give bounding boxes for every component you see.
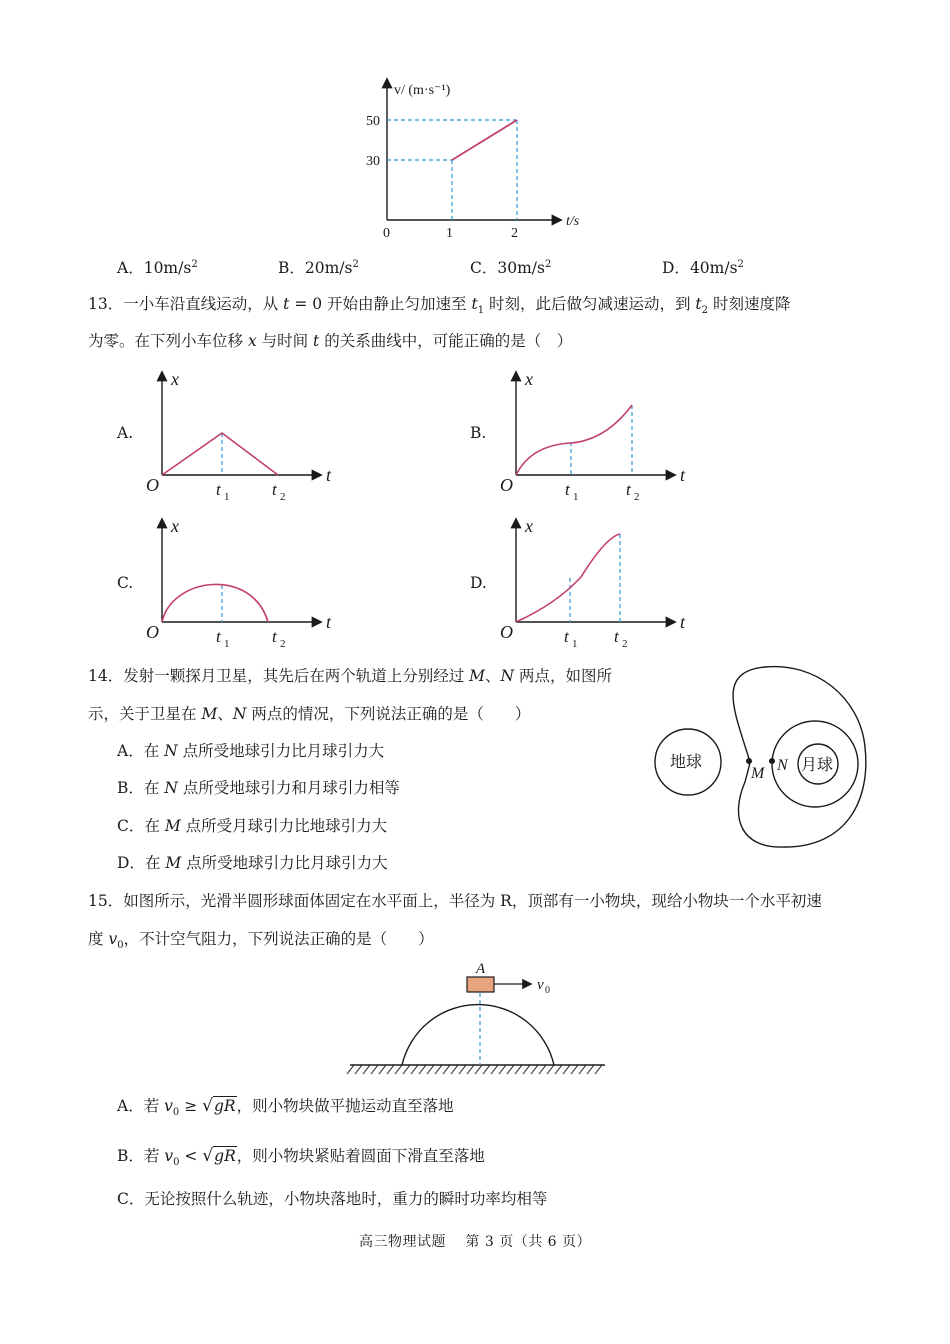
ground-hatch xyxy=(507,1065,514,1074)
x-t-curve xyxy=(162,433,278,475)
x-t-curve xyxy=(162,584,268,622)
origin-label: O xyxy=(500,622,513,642)
q13-label-a: A. xyxy=(117,424,134,442)
q13-graph-b xyxy=(494,365,694,500)
earth-label: 地球 xyxy=(670,754,703,771)
ground-hatch xyxy=(443,1065,450,1074)
t1-label: t xyxy=(564,627,569,646)
ground-hatch xyxy=(595,1065,602,1074)
ground-hatch xyxy=(579,1065,586,1074)
q12-xtick-2: 2 xyxy=(511,226,518,241)
t2-label: t xyxy=(272,627,277,646)
axis-label-x: x xyxy=(525,369,533,389)
t1-label: t xyxy=(216,480,221,499)
ground-hatch xyxy=(419,1065,426,1074)
q14-orbit-diagram xyxy=(645,662,875,852)
ground-hatch xyxy=(555,1065,562,1074)
q14-option-a: A．在 N 点所受地球引力比月球引力大 xyxy=(117,742,385,760)
ground-hatch xyxy=(523,1065,530,1074)
ground-hatch xyxy=(435,1065,442,1074)
origin-label: O xyxy=(146,475,159,495)
x-t-curve xyxy=(516,405,632,475)
q13-graph-d xyxy=(494,512,694,647)
q12-data-line xyxy=(452,120,517,160)
q14-option-c: C．在 M 点所受月球引力比地球引力大 xyxy=(117,817,388,835)
q12-option-d: D．$40m/s^2$ xyxy=(662,258,744,277)
ground-hatch xyxy=(475,1065,482,1074)
ground-hatch xyxy=(459,1065,466,1074)
moon-label: 月球 xyxy=(801,757,834,774)
q13-label-c: C. xyxy=(117,574,134,592)
axis-label-t: t xyxy=(326,465,332,485)
ground-hatch xyxy=(451,1065,458,1074)
t2-label: t xyxy=(614,627,619,646)
q12-option-b: B．$20m/s^2$ xyxy=(278,258,359,277)
q15-hemisphere-diagram xyxy=(340,955,620,1080)
ground-hatch xyxy=(483,1065,490,1074)
page-footer: 高三物理试题 第 3 页（共 6 页） xyxy=(358,1234,592,1250)
t1-subscript: 1 xyxy=(572,638,578,647)
ground-hatch xyxy=(531,1065,538,1074)
ground-hatch xyxy=(363,1065,370,1074)
ground-hatch xyxy=(395,1065,402,1074)
sqrt-sign: √ xyxy=(202,1146,214,1166)
t2-label: t xyxy=(272,480,277,499)
block-label: A xyxy=(476,961,486,977)
ground-hatch xyxy=(467,1065,474,1074)
q13-label-b: B. xyxy=(470,424,487,442)
v0-label: v xyxy=(537,977,544,993)
point-n-label: N xyxy=(777,757,788,774)
origin-label: O xyxy=(500,475,513,495)
origin-label: O xyxy=(146,622,159,642)
q12-ytick-50: 50 xyxy=(366,114,380,129)
t2-subscript: 2 xyxy=(280,638,286,647)
axis-label-t: t xyxy=(326,612,332,632)
q12-option-a: A．$10m/s^2$ xyxy=(117,258,198,277)
t1-label: t xyxy=(216,627,221,646)
axis-label-x: x xyxy=(171,516,179,536)
ground-hatch xyxy=(379,1065,386,1074)
q12-option-c: C．$30m/s^2$ xyxy=(470,258,552,277)
ground-hatch xyxy=(571,1065,578,1074)
q15-option-b: B．若 $v_0 < √gR$，则小物块紧贴着圆面下滑直至落地 xyxy=(117,1146,485,1169)
q14-option-b: B．在 N 点所受地球引力和月球引力相等 xyxy=(117,779,400,797)
q15-stem-line2: 度 $v_0$，不计空气阻力，下列说法正确的是（ ） xyxy=(88,930,434,952)
q14-stem-line2: 示，关于卫星在 M、N 两点的情况，下列说法正确的是（ ） xyxy=(88,705,531,723)
ground-hatch xyxy=(387,1065,394,1074)
ground-hatch xyxy=(355,1065,362,1074)
ground-hatch xyxy=(539,1065,546,1074)
block-a xyxy=(467,977,494,992)
t2-subscript: 2 xyxy=(634,491,640,500)
point-m-dot xyxy=(746,758,752,764)
ground-hatch xyxy=(403,1065,410,1074)
q15-option-a: A．若 $v_0 \ge √gR$，则小物块做平抛运动直至落地 xyxy=(117,1096,454,1119)
q12-vt-chart xyxy=(350,70,590,250)
ground-hatch xyxy=(411,1065,418,1074)
axis-label-t: t xyxy=(680,612,686,632)
x-t-curve xyxy=(516,534,620,622)
ground-hatch xyxy=(547,1065,554,1074)
sqrt-sign: √ xyxy=(202,1096,213,1116)
t1-subscript: 1 xyxy=(573,491,579,500)
ground-hatch xyxy=(515,1065,522,1074)
t2-subscript: 2 xyxy=(280,491,286,500)
q12-xtick-1: 1 xyxy=(446,226,453,241)
ground-hatch xyxy=(491,1065,498,1074)
t2-label: t xyxy=(626,480,631,499)
q13-stem-line2: 为零。在下列小车位移 x 与时间 t 的关系曲线中，可能正确的是（ ） xyxy=(88,332,573,350)
ground-hatch xyxy=(427,1065,434,1074)
t1-subscript: 1 xyxy=(224,638,230,647)
hemisphere xyxy=(402,1005,554,1065)
point-n-dot xyxy=(769,758,775,764)
ground-hatch xyxy=(371,1065,378,1074)
t1-label: t xyxy=(565,480,570,499)
q13-graph-c xyxy=(140,512,340,647)
v0-sub: 0 xyxy=(545,985,550,996)
q15-stem-line1: 15．如图所示，光滑半圆形球面体固定在水平面上，半径为 R，顶部有一小物块，现给小物块一个水平初速 xyxy=(88,892,822,910)
ground-hatch xyxy=(587,1065,594,1074)
point-m-label: M xyxy=(751,765,765,782)
ground-hatch xyxy=(347,1065,354,1074)
q13-stem-line1: 13．一小车沿直线运动，从 t = 0 开始由静止匀加速至 $t_1$ 时刻，此后做匀减速运动，到 $t_2$ 时刻速度降 xyxy=(88,295,791,317)
q12-ylabel: v/ (m·s⁻¹) xyxy=(394,83,451,98)
q14-option-d: D．在 M 点所受地球引力比月球引力大 xyxy=(117,854,388,872)
q12-ytick-30: 30 xyxy=(366,154,380,169)
axis-label-x: x xyxy=(525,516,533,536)
q15-option-c: C．无论按照什么轨迹，小物块落地时，重力的瞬时功率均相等 xyxy=(117,1190,548,1208)
axis-label-t: t xyxy=(680,465,686,485)
ground-hatch xyxy=(499,1065,506,1074)
q14-stem-line1: 14．发射一颗探月卫星，其先后在两个轨道上分别经过 M、N 两点，如图所 xyxy=(88,667,613,685)
q12-xtick-0: 0 xyxy=(383,226,390,241)
ground-hatch xyxy=(563,1065,570,1074)
t1-subscript: 1 xyxy=(224,491,230,500)
axis-label-x: x xyxy=(171,369,179,389)
t2-subscript: 2 xyxy=(622,638,628,647)
q13-label-d: D. xyxy=(470,574,487,592)
q12-xlabel: t/s xyxy=(566,214,580,229)
q13-graph-a xyxy=(140,365,340,500)
